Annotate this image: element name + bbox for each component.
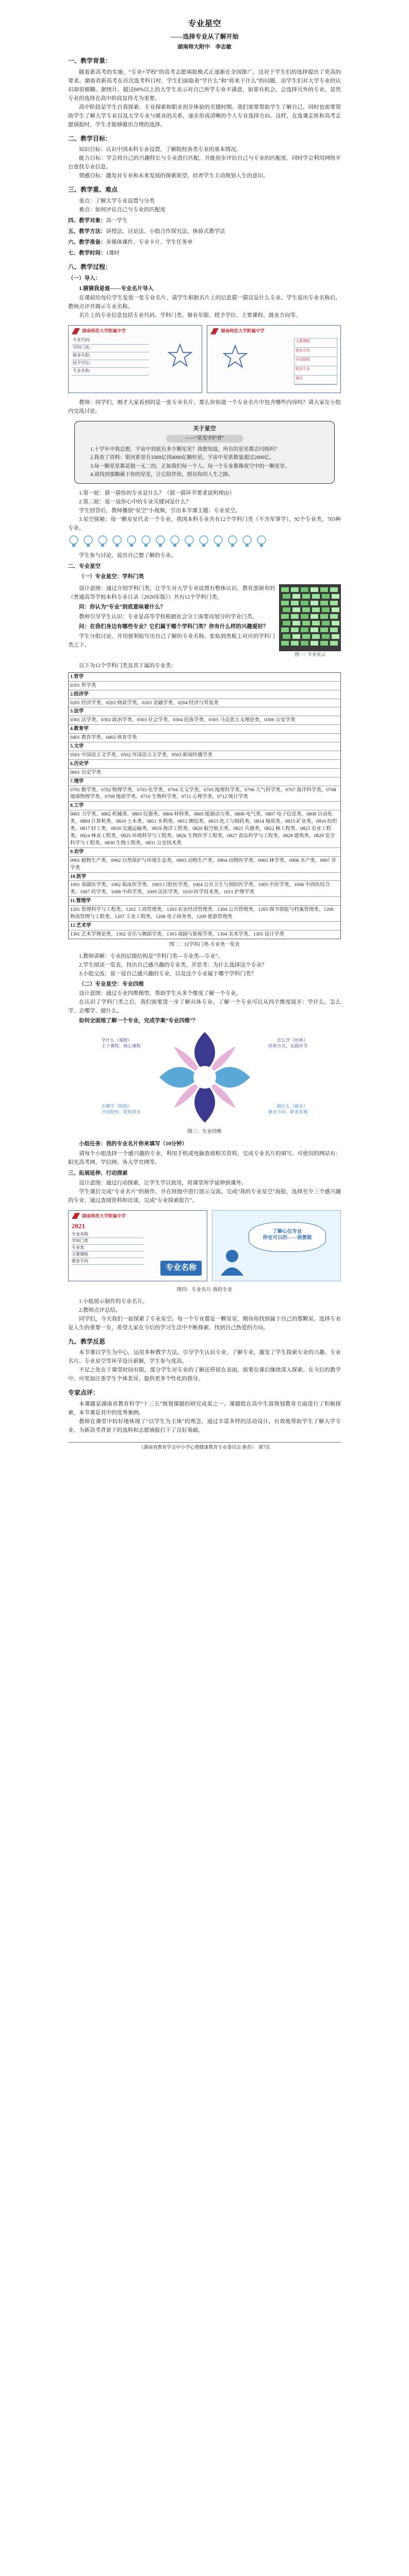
cert-row: 修业年限： <box>72 352 149 360</box>
sub-heading: （一）专业星空：学科门类 <box>79 574 144 580</box>
meta-object <box>68 216 341 225</box>
lightbulb-icon <box>198 535 209 548</box>
label-desc: 培养方式、实践环节 <box>268 1043 308 1049</box>
sticky-note <box>292 621 300 625</box>
sticky-note <box>291 587 299 592</box>
table-caption: 图二：12学科门类-专业类一览表 <box>169 942 240 947</box>
lightbulb-icon <box>155 535 166 548</box>
sticky-note <box>302 594 310 599</box>
paragraph: 难点：如何评估自己与专业的匹配度 <box>79 207 166 213</box>
school-logo <box>72 1213 204 1220</box>
paragraph: 能力目标：学会将自己的兴趣特长与专业进行匹配，并能初步评估自己与专业的匹配度，同时学会利用网络平台查找专业信息。 <box>68 156 341 171</box>
certificate-card-front <box>68 325 202 393</box>
paragraph: 1.教师讲解：专业的层级结构是“学科门类—专业类—专业”。 <box>79 954 223 960</box>
certificate-row <box>68 325 341 393</box>
subject-category: 1.哲学 <box>69 673 340 682</box>
subject-category: 5.文学 <box>69 742 340 751</box>
subject-category: 12.艺术学 <box>69 922 340 930</box>
subject-category: 7.理学 <box>69 777 340 786</box>
sticky-note <box>312 607 320 612</box>
sticky-note <box>302 607 310 612</box>
label-title: 怎么学（培养） <box>276 1038 308 1043</box>
sticky-note <box>292 607 300 612</box>
card-row <box>68 1210 341 1281</box>
sticky-note <box>320 641 328 646</box>
subject-majors: 0501 中国语言文学类、0502 外国语言文学类、0503 新闻传播学类 <box>69 751 340 760</box>
meta-key: 七、教学时间： <box>68 250 106 256</box>
sticky-note <box>310 587 318 592</box>
cert-grid-row: 主要课程 <box>295 338 337 348</box>
notice-line: 4.请找到那颗属于你的星星，让它陪伴你，照亮你的人生之路。 <box>90 471 234 478</box>
cert-grid <box>294 338 337 384</box>
cert-grid-row: 开设院校 <box>295 357 337 366</box>
star-icon <box>168 343 192 368</box>
label-title: 去哪学（院校） <box>101 1104 133 1109</box>
sticky-note <box>332 607 339 612</box>
paragraph: 学生回答后，教师播放“星空”小视频，引出本节课主题：专业星空。 <box>79 508 241 514</box>
notice-line: 2.我查了资料：银河系里有1000亿到4000亿颗恒星。宇宙中星系数量超过2000亿。 <box>90 455 275 461</box>
sticky-note <box>330 614 338 619</box>
meta-key: 六、教学准备： <box>68 239 106 245</box>
label-desc: 就业方向、职业发展 <box>268 1109 308 1115</box>
speech-line: 你也可以的——我要做 <box>263 1235 312 1241</box>
school-name: 湖南师范大学附属中学 <box>82 328 126 334</box>
section-heading: 二、专业星空 <box>68 564 101 570</box>
subject-category: 2.经济学 <box>69 690 340 699</box>
sticky-note <box>312 621 320 625</box>
sticky-note <box>332 594 339 599</box>
sticky-note <box>281 601 289 605</box>
section-heading: 二、教学目标： <box>68 134 112 142</box>
paragraph: 请每个小组选择一个感兴趣的专业，利用手机或电脑查阅相关资料，完成专业名片的填写。可使用的网站有：阳光高考网、学信网、各大学官网等。 <box>68 1150 341 1165</box>
lightbulb-icon <box>256 535 267 548</box>
sticky-note <box>320 587 328 592</box>
sticky-note <box>283 607 290 612</box>
sticky-note <box>283 634 290 639</box>
year-label: 2021 <box>72 1222 85 1230</box>
four-dimension-diagram <box>102 1028 308 1126</box>
sticky-notes-photo <box>279 584 341 651</box>
paragraph: 2.教师点评总结。 <box>79 1307 121 1313</box>
sticky-note <box>292 594 300 599</box>
subject-category: 11.管理学 <box>69 897 340 906</box>
paragraph: 学生课后完成“专业名片”的制作，并在班级中进行展示交流。完成“我的专业星空”海报，选择至少三个感兴趣的专业，通过查阅资料和访谈，完成“专业探索报告”。 <box>68 1189 341 1204</box>
label-desc: 主干课程、核心课程 <box>101 1043 141 1049</box>
paragraph: 在认识了学科门类之后，我们需要进一步了解具体专业。了解一个专业可以从四个维度展开：学什么、怎么学、去哪学、做什么。 <box>68 999 341 1014</box>
paragraph: 本节课以学生为中心，运用多种教学方法，引导学生认识专业、了解专业，激发了学生探索专业的兴趣。专业名片、专业星空等环节设计新颖，学生参与度高。 <box>68 1350 341 1365</box>
sticky-note <box>312 594 320 599</box>
school-logo <box>210 328 337 335</box>
figure-caption: 图一：专业星云 <box>295 652 325 657</box>
sticky-note <box>281 628 289 632</box>
subject-majors: 1001 基础医学类、1002 临床医学类、1003 口腔医学类、1004 公共卫生与预防医学类、1005 中医学类、1006 中西医结合类、1007 药学类、1008 中药学类、1009 法医学类、1010 医学技术类、1011 护理学类 <box>69 881 340 897</box>
subject-category: 4.教育学 <box>69 725 340 734</box>
certificate-card-back <box>207 325 341 393</box>
sticky-note <box>320 628 328 632</box>
lightbulb-icon <box>68 535 79 548</box>
subject-majors: 0301 法学类、0302 政治学类、0303 社会学类、0304 民族学类、0305 马克思主义理论类、0306 公安学类 <box>69 716 340 725</box>
section-heading: 八、教学过程： <box>68 263 112 270</box>
subject-majors: 1301 艺术学理论类、1302 音乐与舞蹈学类、1303 戏剧与影视学类、1304 美术学类、1305 设计学类 <box>70 931 284 937</box>
speech-bubble <box>249 1222 326 1252</box>
cert-grid-row: 相近专业 <box>295 366 337 376</box>
subject-majors: 0201 经济学类、0202 财政学类、0203 金融学类、0204 经济与贸易类 <box>69 699 340 708</box>
cert-row: 学科门类： <box>72 345 149 352</box>
paragraph: 高中阶段是学生自我探索、专业探索和职业初步体验的关键时期。我们需要帮助学生了解自己，同时也需要帮助学生了解大学专业以及大学专业与就业的关系，逐步形成清晰的个人专业选择方向。这样，在选课走班和高考志愿填报时，学生才能够做出合理的选择。 <box>68 104 341 128</box>
lightbulb-icon <box>97 535 108 548</box>
paragraph: 3.小组交流：说一说自己感兴趣的专业，以及这个专业属于哪个学科门类？ <box>79 971 256 977</box>
sticky-note <box>320 601 328 605</box>
section-heading: 三、拓展延伸、行动探索 <box>68 1170 128 1176</box>
section-heading: 一、教学背景： <box>68 57 112 65</box>
paragraph: 情感目标：激发对专业和未来发展的探索欲望，培养学生主动规划人生的意识。 <box>79 173 269 179</box>
lightbulb-icon <box>184 535 195 548</box>
cert-grid-row: 就业方向 <box>295 348 337 357</box>
subject-majors: 0101 哲学类 <box>69 682 340 690</box>
paragraph: 设计意图：通过行动探索，让学生学以致用，将课堂所学延伸到课外。 <box>79 1180 247 1186</box>
sticky-note <box>301 641 308 646</box>
paragraph: 学生分组讨论，并用便利贴写出自己了解的专业名称，张贴到黑板上对应的学科门类之下。 <box>68 634 275 649</box>
meta-key: 五、教学方法： <box>68 228 106 234</box>
sticky-note <box>301 601 308 605</box>
sticky-note <box>310 641 318 646</box>
cert-grid-row: 备注 <box>295 376 337 385</box>
paragraph: 本课题是湖南省教育科学“十三五”规划课题的研究成果之一。课题组在高中生涯规划教育方面进行了积极探索，本节课是其中的优秀案例。 <box>68 1401 341 1416</box>
sticky-notes-icon <box>279 584 341 651</box>
major-name-badge: 专业名称 <box>160 1261 202 1275</box>
sub-heading: （二）专业星空：专业四维 <box>79 981 144 988</box>
card-row-item: 主要课程 <box>72 1251 144 1258</box>
notice-line: 3.每一颗星星都是独一无二的，正如我们每一个人。每一个专业都像夜空中的一颗星星。 <box>90 463 290 469</box>
meta-prep <box>68 238 341 247</box>
sticky-note <box>302 621 310 625</box>
sticky-note <box>330 628 338 632</box>
sticky-note <box>322 621 330 625</box>
major-card-front <box>68 1210 207 1281</box>
paragraph: 教师：同学们，刚才大家看到的是一张专业名片。那么你知道一个专业名片中包含哪些内容吗？请大家在小组内交流讨论。 <box>68 400 341 415</box>
sticky-note <box>291 614 299 619</box>
cert-row: 专业名称： <box>72 368 149 376</box>
sticky-note <box>310 614 318 619</box>
sticky-note <box>320 614 328 619</box>
subject-category: 8.工学 <box>69 802 340 810</box>
step-heading: （一）导入： <box>68 276 101 282</box>
sticky-note <box>310 628 318 632</box>
card-row-item: 学科门类 <box>72 1238 144 1245</box>
subject-majors: 0601 历史学类 <box>69 769 340 777</box>
paragraph: 同学们，今天我们一起探索了专业星空。每一个专业都是一颗星星，期待你找到属于自己的那颗星。选择专业是人生的重要一步，希望大家在今后的学习生活中不断探索，找到自己热爱的方向。 <box>68 1316 341 1331</box>
section-heading: 专家点评： <box>68 1389 100 1397</box>
sticky-note <box>330 641 338 646</box>
subject-majors: 0401 教育学类、0402 体育学类 <box>69 734 340 742</box>
sticky-note <box>322 634 330 639</box>
diagram-label-bl <box>102 1104 141 1115</box>
page-subtitle: ——选择专业从了解开始 <box>170 32 239 40</box>
logo-mark-icon <box>72 328 80 334</box>
major-card-back <box>212 1210 341 1281</box>
sticky-note <box>292 634 300 639</box>
question: 如何全面地了解一个专业，完成学案“专业四维”？ <box>79 1018 198 1024</box>
lightbulb-icon <box>241 535 253 548</box>
figure-caption: 图四：专业名片·我的专业 <box>176 1287 233 1293</box>
meta-value: 1课时 <box>106 250 120 256</box>
bulb-row <box>68 535 341 548</box>
lightbulb-icon <box>169 535 181 548</box>
school-logo <box>72 328 199 335</box>
sticky-note <box>322 607 330 612</box>
diagram-label-br <box>268 1104 308 1115</box>
sticky-note <box>332 634 339 639</box>
logo-mark-icon <box>210 328 219 334</box>
sticky-note <box>332 621 339 625</box>
sticky-note <box>283 621 290 625</box>
diagram-label-tr <box>268 1038 308 1049</box>
lightbulb-icon <box>126 535 137 548</box>
subject-majors: 0801 力学类、0802 机械类、0803 仪器类、0804 材料类、0805 能源动力类、0806 电气类、0807 电子信息类、0808 自动化类、0809 计算机类、0810 土木类、0811 水利类、0812 测绘类、0813 化工与制药类、0814 地质类、0815 矿业类、0816 纺织类、0817 轻工类、0818 交通运输类、0819 海洋工程类、0820 航空航天类、0821 兵器类、0822 核工程类、0823 农业工程类、0824 林业工程类、0825 环境科学与工程类、0826 生物医学工程类、0827 食品科学与工程类、0828 建筑类、0829 安全科学与工程类、0830 生物工程类、0831 公安技术类 <box>69 810 340 848</box>
paragraph: 设计意图：通过专业四维模型，帮助学生从多个维度了解一个专业。 <box>79 991 241 997</box>
question: 小组任务：我的专业名片你来填写（10分钟） <box>79 1141 187 1147</box>
subject-majors: 0901 植物生产类、0902 自然保护与环境生态类、0903 动物生产类、0904 动物医学类、0905 林学类、0906 水产类、0907 草学类 <box>69 857 340 873</box>
sticky-note <box>281 587 289 592</box>
subject-majors: 1201 管理科学与工程类、1202 工商管理类、1203 农业经济管理类、1204 公共管理类、1205 图书情报与档案管理类、1206 物流管理与工程类、1207 工业工程类、1208 电子商务类、1209 旅游管理类 <box>69 906 340 922</box>
sticky-note <box>330 601 338 605</box>
sticky-note <box>281 614 289 619</box>
notice-box <box>74 421 335 484</box>
figure-caption: 图三：专业四维 <box>187 1129 222 1135</box>
sticky-note <box>291 628 299 632</box>
paragraph: 教师在课堂中较好地体现了“以学生为主体”的理念，通过丰富多样的活动设计，有效地帮助学生了解大学专业，为新高考背景下的选科和志愿填报打下了良好基础。 <box>68 1418 341 1433</box>
sticky-note <box>310 601 318 605</box>
paragraph: 2.学生阅读一览表，找出自己感兴趣的专业类，并思考：为什么选择这个专业？ <box>79 962 267 969</box>
notice-subtitle: ——“星光守护者” <box>166 435 243 443</box>
lightbulb-icon <box>83 535 94 548</box>
lightbulb-icon <box>111 535 123 548</box>
sticky-note <box>291 641 299 646</box>
paragraph: 重点：了解大学专业设置与分类 <box>79 198 155 204</box>
section-heading: 九、教学反思 <box>68 1337 106 1345</box>
paragraph: 随着新高考的实施，“专业+学校”的高考志愿填报模式正逐渐在全国推广，这对于学生们的选择提出了更高的要求。湖南省新高考在首次选考科目时，学生们面临着“学什么”和“将来干什么”的问题，而学生们对大学专业的认识却很模糊。据统计，超过60%以上的大学生表示对自己所学专业不满意，如果有机会，会选择另外的专业。显然专业的选择在高中阶段显得尤为重要。 <box>68 69 341 101</box>
sticky-note <box>291 601 299 605</box>
sticky-note <box>302 634 310 639</box>
sticky-note <box>301 587 308 592</box>
page-title: 专业星空 <box>188 20 221 28</box>
sticky-note <box>330 587 338 592</box>
student-icon <box>217 1246 248 1277</box>
card-row-item: 专业名称 <box>72 1231 144 1238</box>
subject-majors: 0701 数学类、0702 物理学类、0703 化学类、0704 天文学类、0705 地理科学类、0706 大气科学类、0707 海洋科学类、0708 地球物理学类、0709 地质学类、0710 生物科学类、0711 心理学类、0712 统计学类 <box>69 786 340 802</box>
author-line: 湖南师大附中 李志敏 <box>177 44 232 50</box>
label-title: 学什么（课程） <box>101 1038 133 1043</box>
question: 问：你认为“专业”到底意味着什么？ <box>79 604 166 611</box>
paragraph: 3.星空探秘：每一颗星星代表一个专业，我国本科专业共有12个学科门类（不含军事学），92个专业类，703种专业。 <box>68 517 341 532</box>
section-heading: 三、教学重、难点 <box>68 186 118 194</box>
star-icon <box>223 344 248 369</box>
sticky-note <box>312 634 320 639</box>
speech-line: 了解心仪专业 <box>272 1229 302 1234</box>
sticky-note <box>322 594 330 599</box>
card-row-item: 就业方向 <box>72 1258 144 1265</box>
subject-category: 3.法学 <box>69 707 340 716</box>
paragraph: 知识目标：认识中国本科专业设置，了解院校各类专业的基本情况。 <box>79 147 241 153</box>
sticky-note <box>281 641 289 646</box>
logo-mark-icon <box>72 1213 80 1219</box>
paragraph: 名片上的专业信息包括专业代码、学科门类、修业年限、授予学位、主要课程、就业方向等。 <box>79 313 301 319</box>
sticky-note <box>283 594 290 599</box>
subject-category: 10.医学 <box>69 873 340 882</box>
subject-table <box>68 672 341 939</box>
paragraph: 学生参与讨论，说出自己想了解的专业。 <box>79 553 176 559</box>
paragraph: 1.小组展示制作的专业名片。 <box>79 1298 148 1304</box>
meta-method <box>68 227 341 236</box>
subject-category: 6.历史学 <box>69 760 340 769</box>
page-footer: （湖南省教育学会中小学心理健康教育专业委员会 推荐） 第7页 <box>68 1442 341 1451</box>
card-row-item: 专业类 <box>72 1245 144 1251</box>
cert-row: 授予学位： <box>72 360 149 368</box>
meta-value: 多媒体课件、专业卡片、学生任务单 <box>106 239 193 245</box>
lightbulb-icon <box>227 535 238 548</box>
wordcloud-section <box>68 584 341 658</box>
lightbulb-icon <box>140 535 152 548</box>
paragraph: 2.第二轮：说一说你心中的专业关键词是什么？ <box>79 499 191 505</box>
subject-category: 9.农学 <box>69 848 340 857</box>
lightbulb-icon <box>212 535 224 548</box>
diagram-label-tl <box>102 1038 141 1049</box>
paragraph: 不足之处在于课堂时间有限，部分学生对专业的了解还停留在表面，需要在课后继续深入探索。在今后的教学中，应更加注重学生个体差异，提供更多个性化的指导。 <box>68 1367 341 1382</box>
school-name: 湖南师范大学附属中学 <box>82 1213 126 1218</box>
paragraph: 1.第一轮：猜一猜你的专业是什么？（猜一猜环节要求说明理由） <box>79 490 235 497</box>
paragraph: 教师引导学生认识：专业是高等学校根据社会分工需要而划分的学业门类。 <box>79 614 258 620</box>
question: 问：在我们身边有哪些专业？它们属于哪个学科门类？你有什么样的兴趣爱好？ <box>79 624 269 630</box>
meta-time <box>68 249 341 258</box>
label-title: 做什么（就业） <box>276 1104 308 1109</box>
meta-value: 讲授法、讨论法、小组合作探究法、体验式教学法 <box>106 228 225 234</box>
sticky-note <box>301 614 308 619</box>
notice-title: 关于星空 <box>193 426 216 432</box>
meta-key: 四、教学对象： <box>68 217 106 224</box>
meta-value: 高一学生 <box>106 217 128 224</box>
cert-row: 专业代码： <box>72 337 149 345</box>
school-name: 湖南师范大学附属中学 <box>221 328 265 334</box>
paragraph: 设计意图：通过介绍学科门类，让学生对大学专业设置有整体认识。教育部颁布的《普通高等学校本科专业目录（2020年版）》共有12个学科门类。 <box>68 586 275 601</box>
sticky-note <box>301 628 308 632</box>
paragraph: 在课前给每位学生发放一张专业名片，请学生根据名片上的信息猜一猜这是什么专业。学生说出专业名称后，教师点评并揭示专业名称。 <box>68 295 341 310</box>
notice-line: 1.十学年中我总想，宇宙中到底有多少颗星星？我想知道，所有的星星都会闪烁吗？ <box>90 447 280 453</box>
sub-heading: 1.猜猜我是谁——专业名片导入 <box>79 286 154 292</box>
label-desc: 开设院校、院校排名 <box>101 1109 141 1115</box>
paragraph: 以下为12个学科门类及其下属的专业类： <box>79 663 176 669</box>
